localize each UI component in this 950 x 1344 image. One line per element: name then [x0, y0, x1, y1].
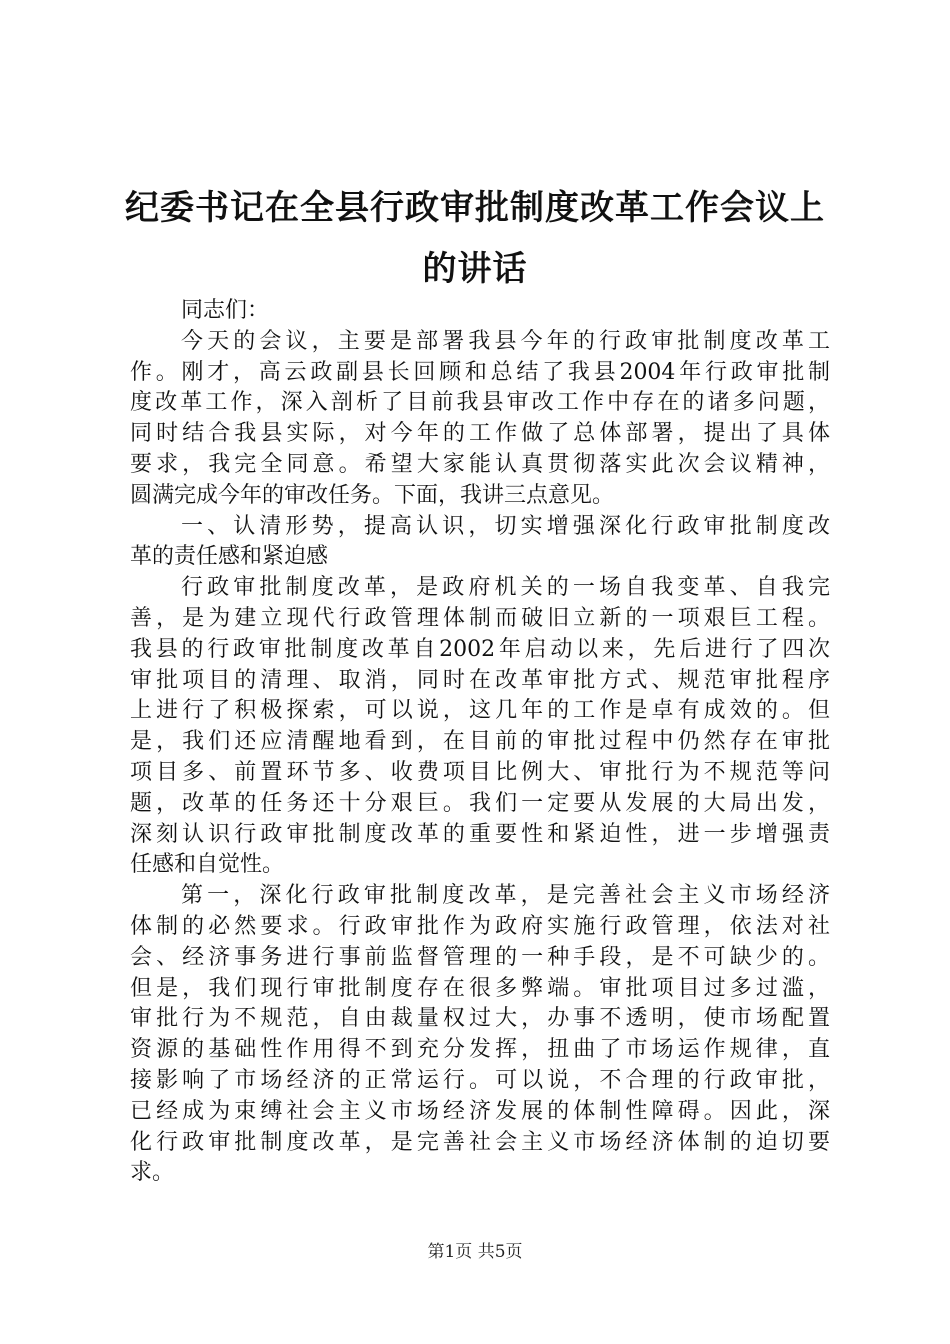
paragraph-line: 但是，我们现行审批制度存在很多弊端。审批项目过多过滥， — [130, 975, 830, 1001]
document-title — [120, 178, 830, 300]
paragraph-line: 度改革工作，深入剖析了目前我县审改工作中存在的诸多问题， — [130, 390, 830, 416]
paragraph-line: 行政审批制度改革，是政府机关的一场自我变革、自我完 — [181, 575, 830, 601]
paragraph-line: 一、认清形势，提高认识，切实增强深化行政审批制度改 — [181, 513, 830, 539]
paragraph-line: 体制的必然要求。行政审批作为政府实施行政管理，依法对社 — [130, 913, 830, 939]
body-paragraph — [130, 881, 830, 1189]
body-paragraph — [130, 296, 830, 327]
paragraph-line: 是，我们还应清醒地看到，在目前的审批过程中仍然存在审批 — [130, 729, 830, 755]
paragraph-line: 深刻认识行政审批制度改革的重要性和紧迫性，进一步增强责 — [130, 821, 830, 847]
paragraph-line: 已经成为束缚社会主义市场经济发展的体制性障碍。因此，深 — [130, 1098, 830, 1124]
paragraph-line: 革的责任感和紧迫感 — [130, 544, 329, 570]
paragraph-line: 化行政审批制度改革，是完善社会主义市场经济体制的迫切要 — [130, 1129, 830, 1155]
paragraph-line: 圆满完成今年的审改任务。下面，我讲三点意见。 — [130, 482, 615, 508]
paragraph-line: 审批项目的清理、取消，同时在改革审批方式、规范审批程序 — [130, 667, 830, 693]
page-footer: 第1页 共5页 — [427, 1242, 523, 1262]
body-paragraph — [130, 573, 830, 881]
title-line: 的讲话 — [422, 249, 528, 289]
paragraph-line: 上进行了积极探索，可以说，这几年的工作是卓有成效的。但 — [130, 698, 830, 724]
paragraph-line: 接影响了市场经济的正常运行。可以说，不合理的行政审批， — [130, 1067, 830, 1093]
body-paragraph — [130, 327, 830, 512]
paragraph-line: 求。 — [130, 1160, 175, 1186]
paragraph-line: 项目多、前置环节多、收费项目比例大、审批行为不规范等问 — [130, 759, 830, 785]
paragraph-line: 第一，深化行政审批制度改革，是完善社会主义市场经济 — [181, 883, 830, 909]
title-line: 纪委书记在全县行政审批制度改革工作会议上 — [125, 188, 825, 228]
paragraph-line: 作。刚才，高云政副县长回顾和总结了我县2004年行政审批制 — [130, 359, 830, 385]
paragraph-line: 同志们： — [181, 298, 270, 323]
paragraph-line: 善，是为建立现代行政管理体制而破旧立新的一项艰巨工程。 — [130, 605, 830, 631]
paragraph-line: 会、经济事务进行事前监督管理的一种手段，是不可缺少的。 — [130, 944, 830, 970]
paragraph-line: 任感和自觉性。 — [130, 852, 285, 878]
paragraph-line: 题，改革的任务还十分艰巨。我们一定要从发展的大局出发， — [130, 790, 830, 816]
paragraph-line: 要求，我完全同意。希望大家能认真贯彻落实此次会议精神， — [130, 451, 830, 477]
paragraph-line: 资源的基础性作用得不到充分发挥，扭曲了市场运作规律，直 — [130, 1037, 830, 1063]
paragraph-line: 审批行为不规范，自由裁量权过大，办事不透明，使市场配置 — [130, 1006, 830, 1032]
paragraph-line: 我县的行政审批制度改革自2002年启动以来，先后进行了四次 — [130, 636, 830, 662]
paragraph-line: 今天的会议，主要是部署我县今年的行政审批制度改革工 — [181, 328, 830, 354]
document-body — [130, 296, 830, 1189]
body-paragraph — [130, 512, 830, 574]
paragraph-line: 同时结合我县实际，对今年的工作做了总体部署，提出了具体 — [130, 421, 830, 447]
